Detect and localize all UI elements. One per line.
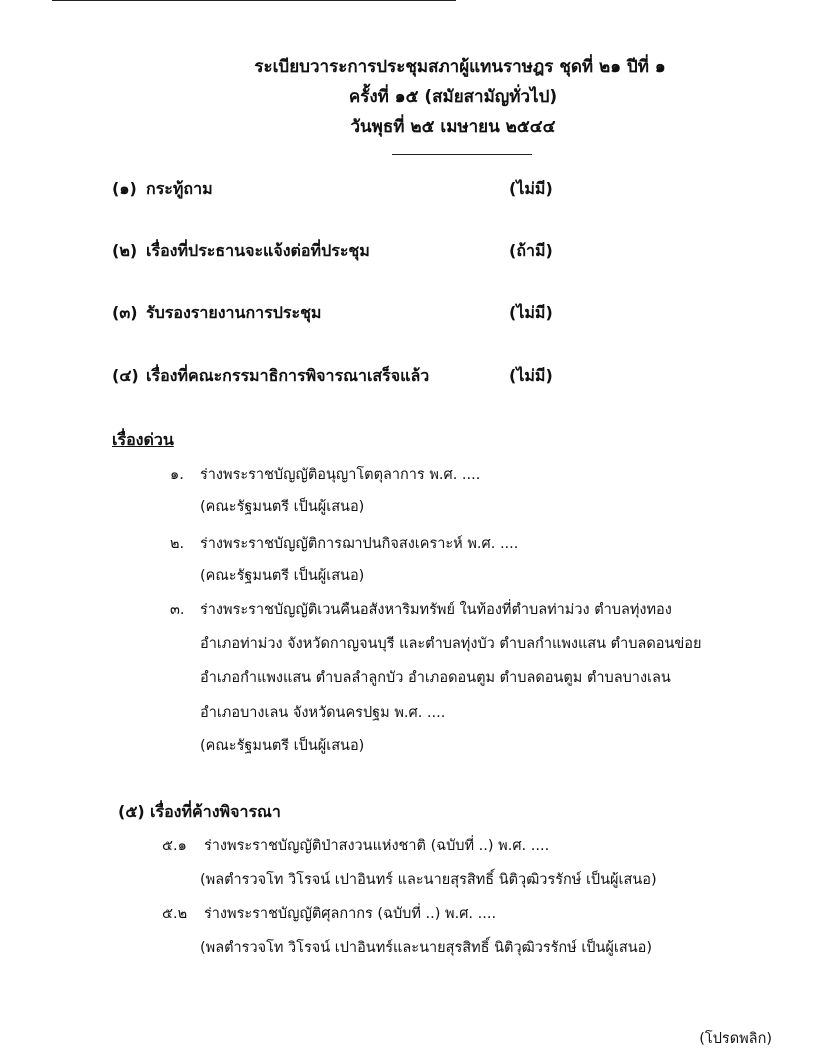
agenda-item-title: กระทู้ถาม [146, 179, 213, 198]
urgent-item-number: ๑. [170, 467, 184, 483]
agenda-item-number: (๑) [112, 179, 137, 198]
pending-item-proposer: (พลตำรวจโท วิโรจน์ เปาอินทร์และนายสุรสิทธิ์ นิติวุฒิวรรักษ์ เป็นผู้เสนอ) [200, 940, 653, 956]
urgent-item-proposer: (คณะรัฐมนตรี เป็นผู้เสนอ) [200, 568, 365, 584]
urgent-item-title-line: ร่างพระราชบัญญัติเวนคืนอสังหาริมทรัพย์ ในท้องที่ตำบลท่าม่วง ตำบลทุ่งทอง [200, 602, 672, 618]
top-rule [52, 0, 456, 1]
pending-item-proposer: (พลตำรวจโท วิโรจน์ เปาอินทร์ และนายสุรสิทธิ์ นิติวุฒิวรรักษ์ เป็นผู้เสนอ) [200, 872, 657, 888]
urgent-item-title-line: อำเภอบางเลน จังหวัดนครปฐม พ.ศ. .... [200, 705, 446, 721]
pending-item-number: ๕.๒ [162, 906, 188, 922]
pending-item-number: ๕.๑ [162, 838, 187, 854]
agenda-item [112, 177, 553, 201]
agenda-item-title: เรื่องที่ประธานจะแจ้งต่อที่ประชุม [146, 241, 370, 260]
pending-number: (๕) [118, 802, 145, 821]
pending-heading [118, 800, 281, 824]
document-header [0, 52, 816, 142]
urgent-item-proposer: (คณะรัฐมนตรี เป็นผู้เสนอ) [200, 738, 365, 754]
urgent-item-title: ร่างพระราชบัญญัติการฌาปนกิจสงเคราะห์ พ.ศ. .... [200, 536, 519, 552]
page-turn-note: (โปรดพลิก) [699, 1031, 772, 1047]
urgent-item-title-line: อำเภอกำแพงแสน ตำบลลำลูกบัว อำเภอดอนตูม ตำบลดอนตูม ตำบลบางเลน [200, 670, 671, 686]
agenda-item-status: (ไม่มี) [509, 366, 553, 385]
pending-item-title: ร่างพระราชบัญญัติศุลกากร (ฉบับที่ ..) พ.ศ. .... [204, 906, 497, 922]
agenda-item [112, 364, 553, 388]
agenda-item-title: รับรองรายงานการประชุม [146, 303, 322, 322]
agenda-item-number: (๒) [112, 241, 138, 260]
agenda-item-title: เรื่องที่คณะกรรมาธิการพิจารณาเสร็จแล้ว [146, 366, 430, 385]
agenda-item-number: (๓) [112, 303, 138, 322]
urgent-heading: เรื่องด่วน [112, 430, 174, 449]
urgent-item-number: ๒. [170, 536, 185, 552]
agenda-item-status: (ไม่มี) [509, 179, 553, 198]
header-session: ครั้งที่ ๑๕ (สมัยสามัญทั่วไป) [348, 87, 558, 107]
urgent-item-title: ร่างพระราชบัญญัติอนุญาโตตุลาการ พ.ศ. .... [200, 467, 481, 483]
agenda-item-status: (ไม่มี) [509, 303, 553, 322]
agenda-item-status: (ถ้ามี) [509, 241, 553, 260]
urgent-item-title-line: อำเภอท่าม่วง จังหวัดกาญจนบุรี และตำบลทุ่งบัว ตำบลกำแพงแสน ตำบลดอนข่อย [200, 636, 702, 652]
pending-title: เรื่องที่ค้างพิจารณา [150, 802, 281, 821]
urgent-item-proposer: (คณะรัฐมนตรี เป็นผู้เสนอ) [200, 499, 365, 515]
pending-item-title: ร่างพระราชบัญญัติป่าสงวนแห่งชาติ (ฉบับที่ ..) พ.ศ. .... [204, 838, 550, 854]
agenda-item [112, 239, 553, 263]
agenda-item [112, 301, 553, 325]
header-date: วันพุธที่ ๒๕ เมษายน ๒๕๔๔ [350, 117, 556, 137]
header-divider [392, 154, 532, 155]
urgent-item-number: ๓. [170, 602, 185, 618]
agenda-item-number: (๔) [112, 366, 139, 385]
header-title: ระเบียบวาระการประชุมสภาผู้แทนราษฎร ชุดที่ ๒๑ ปีที่ ๑ [254, 57, 666, 77]
